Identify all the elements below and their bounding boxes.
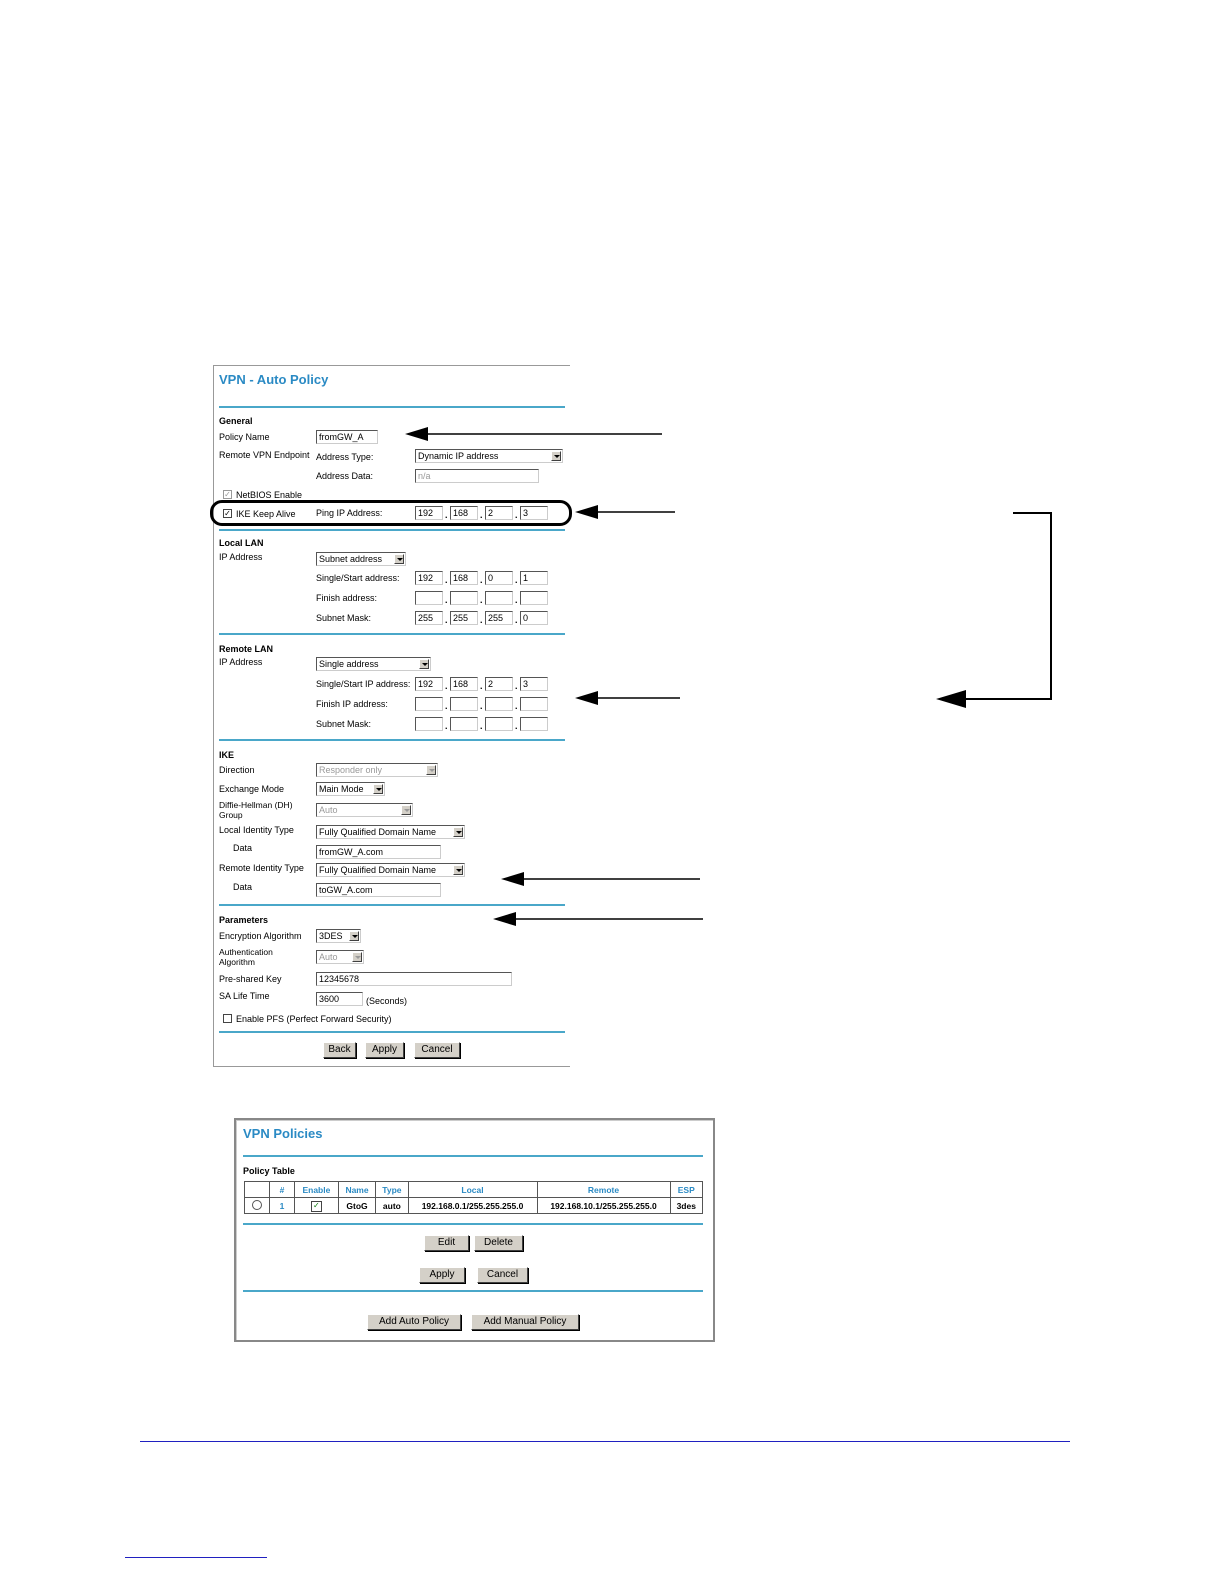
footer-rule xyxy=(140,1441,1070,1442)
col-local: Local xyxy=(408,1182,537,1198)
encryption-label: Encryption Algorithm xyxy=(219,931,302,941)
ike-heading: IKE xyxy=(219,750,235,760)
authentication-value: Auto xyxy=(319,952,338,962)
table-header-row xyxy=(245,1182,703,1198)
address-type-label: Address Type: xyxy=(316,452,374,462)
policy-table xyxy=(244,1181,703,1214)
remote-data-label: Data xyxy=(233,882,253,892)
exchange-mode-label: Exchange Mode xyxy=(219,784,285,794)
ip-separator: . xyxy=(445,575,448,585)
local-start-octet-1[interactable]: 192 xyxy=(415,571,443,585)
dh-group-label: Diffie-Hellman (DH) Group xyxy=(219,800,293,820)
encryption-value: 3DES xyxy=(319,931,343,941)
row-name: GtoG xyxy=(338,1198,375,1214)
remote-identity-type-label: Remote Identity Type xyxy=(219,863,304,873)
ping-ip-octet-4[interactable]: 3 xyxy=(520,506,548,520)
col-type: Type xyxy=(376,1182,408,1198)
remote-finish-label: Finish IP address: xyxy=(316,699,388,709)
psk-input[interactable]: 12345678 xyxy=(316,972,512,986)
ip-separator: . xyxy=(480,681,483,691)
ip-separator: . xyxy=(515,701,518,711)
col-enable: Enable xyxy=(295,1182,339,1198)
arrow-to-parameters xyxy=(493,912,703,926)
ike-keepalive-label: IKE Keep Alive xyxy=(236,509,296,519)
ip-separator: . xyxy=(445,721,448,731)
radio-icon xyxy=(252,1200,262,1210)
add-auto-policy-button[interactable]: Add Auto Policy xyxy=(367,1314,461,1330)
row-local: 192.168.0.1/255.255.255.0 xyxy=(408,1198,537,1214)
policies-title: VPN Policies xyxy=(243,1126,323,1141)
ip-separator: . xyxy=(480,721,483,731)
col-esp: ESP xyxy=(670,1182,702,1198)
local-start-octet-4[interactable]: 1 xyxy=(520,571,548,585)
ip-separator: . xyxy=(515,721,518,731)
policies-button-divider xyxy=(243,1290,703,1292)
ip-separator: . xyxy=(445,595,448,605)
local-mask-octet-3[interactable]: 255 xyxy=(485,611,513,625)
local-ip-address-label: IP Address xyxy=(219,552,263,562)
col-number: # xyxy=(270,1182,295,1198)
remote-identity-type-value: Fully Qualified Domain Name xyxy=(319,865,437,875)
policy-name-label: Policy Name xyxy=(219,432,270,442)
footer-short-rule xyxy=(125,1557,267,1558)
direction-label: Direction xyxy=(219,765,255,775)
ping-ip-octet-2[interactable]: 168 xyxy=(450,506,478,520)
ip-separator: . xyxy=(480,701,483,711)
policies-cancel-button[interactable]: Cancel xyxy=(477,1267,528,1283)
address-data-input[interactable]: n/a xyxy=(415,469,539,483)
local-data-label: Data xyxy=(233,843,253,853)
table-row[interactable] xyxy=(245,1198,703,1214)
col-name: Name xyxy=(338,1182,375,1198)
arrow-to-remote-identity xyxy=(501,872,700,886)
remote-ip-address-label: IP Address xyxy=(219,657,263,667)
sa-lifetime-input[interactable]: 3600 xyxy=(316,992,363,1006)
ip-separator: . xyxy=(480,615,483,625)
policy-table-heading: Policy Table xyxy=(243,1166,295,1176)
ip-separator: . xyxy=(515,510,518,520)
ip-separator: . xyxy=(445,701,448,711)
ip-separator: . xyxy=(445,615,448,625)
local-start-label: Single/Start address: xyxy=(316,573,400,583)
authentication-label: Authentication Algorithm xyxy=(219,947,273,967)
arrow-to-policy-name xyxy=(405,427,662,441)
local-identity-type-label: Local Identity Type xyxy=(219,825,294,835)
ip-separator: . xyxy=(480,595,483,605)
local-start-octet-2[interactable]: 168 xyxy=(450,571,478,585)
remote-ip-type-value: Single address xyxy=(319,659,379,669)
row-enable-checkbox[interactable] xyxy=(295,1198,339,1214)
policy-name-input[interactable]: fromGW_A xyxy=(316,430,378,444)
bracket-arrow xyxy=(952,513,1051,699)
exchange-mode-value: Main Mode xyxy=(319,784,364,794)
ip-separator: . xyxy=(515,575,518,585)
delete-button[interactable]: Delete xyxy=(474,1235,523,1251)
edit-button[interactable]: Edit xyxy=(424,1235,469,1251)
psk-label: Pre-shared Key xyxy=(219,974,282,984)
row-esp: 3des xyxy=(670,1198,702,1214)
back-button[interactable]: Back xyxy=(323,1042,356,1058)
remote-lan-heading: Remote LAN xyxy=(219,644,274,654)
remote-start-octet-4[interactable]: 3 xyxy=(520,677,548,691)
address-data-label: Address Data: xyxy=(316,471,374,481)
row-number: 1 xyxy=(270,1198,295,1214)
address-type-value: Dynamic IP address xyxy=(418,451,499,461)
local-mask-octet-1[interactable]: 255 xyxy=(415,611,443,625)
ike-keepalive-checkbox[interactable]: ✓ xyxy=(224,509,231,518)
remote-start-octet-3[interactable]: 2 xyxy=(485,677,513,691)
ping-ip-octet-1[interactable]: 192 xyxy=(415,506,443,520)
checkbox-checked-icon: ✓ xyxy=(311,1201,322,1212)
ip-separator: . xyxy=(515,615,518,625)
policies-apply-button[interactable]: Apply xyxy=(419,1267,465,1283)
pfs-label: Enable PFS (Perfect Forward Security) xyxy=(236,1014,392,1024)
ip-separator: . xyxy=(515,595,518,605)
remote-mask-label: Subnet Mask: xyxy=(316,719,372,729)
sa-lifetime-label: SA Life Time xyxy=(219,991,270,1001)
ping-ip-label: Ping IP Address: xyxy=(316,508,383,518)
ip-separator: . xyxy=(445,510,448,520)
parameters-heading: Parameters xyxy=(219,915,269,925)
local-mask-label: Subnet Mask: xyxy=(316,613,372,623)
direction-value: Responder only xyxy=(319,765,383,775)
page-title: VPN - Auto Policy xyxy=(219,372,329,387)
remote-start-label: Single/Start IP address: xyxy=(316,679,411,689)
local-mask-octet-2[interactable]: 255 xyxy=(450,611,478,625)
local-identity-type-value: Fully Qualified Domain Name xyxy=(319,827,437,837)
col-remote: Remote xyxy=(537,1182,670,1198)
netbios-label: NetBIOS Enable xyxy=(236,490,303,500)
ip-separator: . xyxy=(480,510,483,520)
row-select-radio[interactable] xyxy=(245,1198,270,1214)
dh-group-value: Auto xyxy=(319,805,338,815)
local-data-input[interactable]: fromGW_A.com xyxy=(316,845,441,859)
bracket-arrowhead xyxy=(936,690,966,708)
policies-title-divider xyxy=(243,1155,703,1157)
ip-separator: . xyxy=(445,681,448,691)
local-mask-octet-4[interactable]: 0 xyxy=(520,611,548,625)
policy-table-divider xyxy=(243,1223,703,1225)
cancel-button[interactable]: Cancel xyxy=(414,1042,460,1058)
remote-data-input[interactable]: toGW_A.com xyxy=(316,883,441,897)
row-type: auto xyxy=(376,1198,408,1214)
row-remote: 192.168.10.1/255.255.255.0 xyxy=(537,1198,670,1214)
local-start-octet-3[interactable]: 0 xyxy=(485,571,513,585)
local-lan-heading: Local LAN xyxy=(219,538,264,548)
vpn-policies-panel xyxy=(234,1118,715,1342)
general-heading: General xyxy=(219,416,253,426)
col-select xyxy=(245,1182,270,1198)
remote-start-octet-1[interactable]: 192 xyxy=(415,677,443,691)
add-manual-policy-button[interactable]: Add Manual Policy xyxy=(471,1314,579,1330)
local-ip-type-value: Subnet address xyxy=(319,554,383,564)
ip-separator: . xyxy=(515,681,518,691)
netbios-checkbox[interactable]: ✓ xyxy=(224,490,231,499)
remote-endpoint-label: Remote VPN Endpoint xyxy=(219,450,310,460)
arrow-to-ping-ip xyxy=(575,505,675,519)
sa-lifetime-unit: (Seconds) xyxy=(366,996,408,1006)
apply-button[interactable]: Apply xyxy=(365,1042,404,1058)
ping-ip-octet-3[interactable]: 2 xyxy=(485,506,513,520)
arrow-to-remote-ip xyxy=(575,691,680,705)
ip-separator: . xyxy=(480,575,483,585)
local-finish-label: Finish address: xyxy=(316,593,378,603)
remote-start-octet-2[interactable]: 168 xyxy=(450,677,478,691)
